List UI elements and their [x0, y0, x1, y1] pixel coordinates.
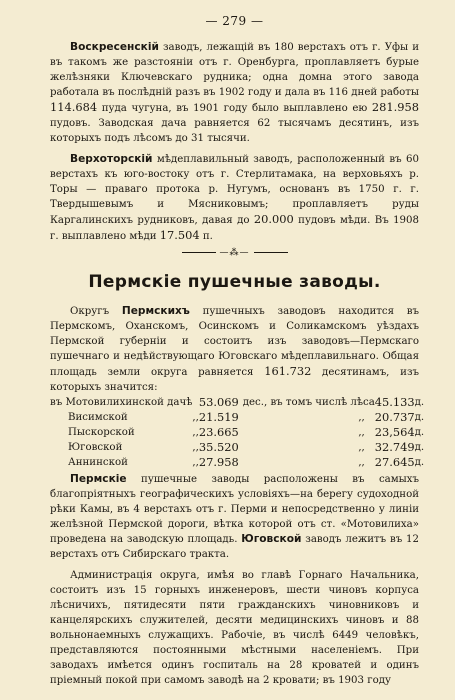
land-name: Аннинской — [68, 457, 128, 468]
paragraph-verkhotorsky — [50, 152, 419, 244]
land-name: Висимской — [68, 412, 128, 423]
land-area: 53.069 — [198, 395, 239, 409]
table-row — [50, 395, 424, 410]
land-unit: дес., въ томъ числѣ лѣса — [242, 397, 375, 408]
paragraph-text: пушечные заводы расположены въ самыхъ благопріятныхъ географическихъ условіяхъ—на берегу судоходной рѣки Камы, въ 4 верстахъ отъ г. Перми и непосредственно у линіи желѣзной Пермской дороги, вѣтка которой отъ ст. «Мотовилиха» проведена на заводскую площадь. — [50, 474, 419, 545]
paragraph-text: пуда чугуна, въ 1901 году было выплавлено ею — [97, 103, 372, 114]
land-area: 27.958 — [198, 455, 239, 469]
factory-name-verkhotorsky: Верхоторскій — [70, 153, 153, 165]
paragraph-perm — [50, 472, 419, 562]
section-separator: —⁂— — [50, 248, 419, 258]
paragraph-text: пудовъ. Заводская дача равняется 62 тысячамъ десятинъ, изъ которыхъ подъ лѣсомъ до 31 тысячи. — [50, 118, 419, 144]
section-heading: Пермскіе пушечные заводы. — [88, 272, 381, 292]
land-unit: ,, — [358, 427, 365, 438]
ditto-mark: ,, — [192, 427, 199, 438]
page-number: — 279 — — [205, 14, 264, 28]
table-row — [50, 410, 424, 425]
factory-name-permskie: Пермскіе — [70, 473, 127, 485]
unit-d: д. — [414, 397, 425, 408]
land-name: Пыскорской — [68, 427, 135, 438]
factory-name-permskikh: Пермскихъ — [121, 305, 190, 317]
pud-1901-value: 281.958 — [371, 100, 419, 114]
unit-d: д. — [414, 442, 425, 453]
paragraph-text: Округъ — [70, 306, 122, 317]
land-unit: ,, — [358, 442, 365, 453]
land-name: въ Мотовилихинской дачѣ — [50, 397, 193, 408]
paragraph-administration: Администрація округа, имѣя во главѣ Горнаго Начальника, состоитъ изъ 15 горныхъ инженеровъ, шести чиновъ корпуса лѣсничихъ, пятидесяти пяти гражданскихъ чиновниковъ и канцелярскихъ служителей, десяти медицинскихъ чиновъ и 88 вольнонаемныхъ служащихъ. Рабочіе, въ числѣ 6449 человѣкъ, представляются постоянными мѣстными населеніемъ. При заводахъ имѣется одинъ госпиталь на 28 кроватей и одинъ пріемный покой при самомъ заводѣ на 2 кровати; въ 1903 году — [50, 570, 419, 686]
table-row — [50, 425, 424, 440]
forest-area: 45.133 — [374, 395, 415, 409]
factory-name-yugovskoy: Юговской — [241, 533, 302, 545]
pud-1908-value: 17.504 — [159, 228, 200, 242]
land-name: Юговской — [68, 442, 123, 453]
ditto-mark: ,, — [192, 457, 199, 468]
unit-d: д. — [414, 457, 425, 468]
pud-1902-value: 114.684 — [50, 100, 98, 114]
paragraph-text: пудовъ мѣди. Въ 1908 г. выплавлено мѣди — [50, 215, 419, 242]
forest-area: 27.645 — [374, 455, 415, 469]
pud-value: 20.000 — [253, 212, 294, 226]
paragraph-voskresensky — [50, 40, 419, 146]
land-area: 35.520 — [198, 440, 239, 454]
paragraph-text: п. — [199, 231, 213, 242]
forest-area: 23,564 — [374, 425, 415, 439]
land-area: 23.665 — [198, 425, 239, 439]
land-unit: ,, — [358, 412, 365, 423]
table-row — [50, 440, 424, 455]
forest-area: 20.737 — [374, 410, 415, 424]
paragraph-text: десятинамъ, изъ которыхъ значится: — [50, 367, 419, 393]
ditto-mark: ,, — [192, 412, 199, 423]
lands-table — [50, 395, 424, 470]
paragraph-text: пушечныхъ заводовъ находится въ Пермскомъ, Оханскомъ, Осинскомъ и Соликамскомъ уѣздахъ Пермской губерніи и состоитъ изъ заводовъ—Пермскаго пушечнаго и недѣйствующаго Юговскаго мѣдеплавильнаго. Общая площадь земли округа равняется — [50, 306, 420, 378]
land-unit: ,, — [358, 457, 365, 468]
ditto-mark: ,, — [192, 442, 199, 453]
factory-name-voskresensky: Воскресенскій — [70, 41, 159, 53]
forest-area: 32.749 — [374, 440, 415, 454]
table-row — [50, 455, 424, 470]
land-area: 21.519 — [198, 410, 239, 424]
paragraph-text: мѣдеплавильный заводъ, расположенный въ 60 верстахъ къ юго-востоку отъ г. Стерлитамака, на верховьяхъ р. Торы — праваго протока р. Нугумъ, основанъ въ 1750 г. г. Твердышевымъ и Мясниковымъ; проплавляетъ руды Каргалинскихъ рудниковъ, давая до — [50, 154, 419, 226]
unit-d: д. — [414, 427, 425, 438]
paragraph-text: заводъ, лежащій въ 180 верстахъ отъ г. Уфы и въ такомъ же разстояніи отъ г. Оренбурга, проплавляетъ бурые желѣзняки Ключевскаго рудника; одна домна этого завода работала въ послѣдній разъ въ 1902 году и дала въ 116 дней работы — [50, 42, 419, 98]
paragraph-okrug — [50, 304, 419, 395]
paragraph-text: заводъ лежитъ въ 12 верстахъ отъ Сибирскаго тракта. — [50, 534, 419, 560]
total-area-value: 161.732 — [264, 364, 312, 378]
unit-d: д. — [414, 412, 425, 423]
